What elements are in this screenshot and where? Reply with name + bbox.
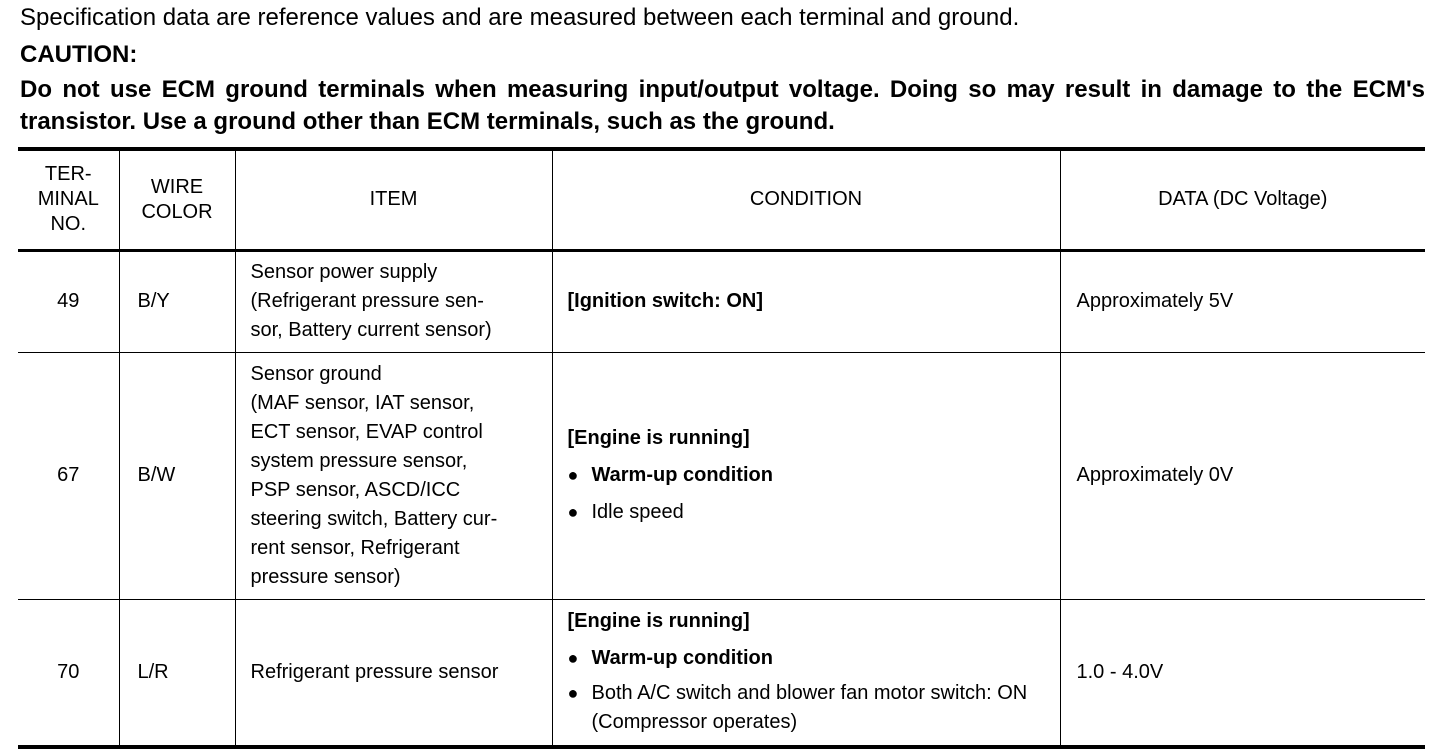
header-terminal-no	[18, 149, 119, 250]
wire-color-cell: L/R	[119, 599, 235, 747]
header-item: ITEM	[235, 149, 552, 250]
item-line: (Refrigerant pressure sen-	[250, 290, 484, 312]
item-line: rent sensor, Refrigerant	[250, 536, 460, 559]
terminal-no-cell: 70	[18, 599, 119, 747]
data-cell: 1.0 - 4.0V	[1060, 599, 1425, 747]
condition-heading: [Engine is running]	[567, 427, 750, 449]
header-wire-line: WIRE	[150, 175, 204, 198]
condition-bullet	[568, 644, 1054, 673]
item-line: (MAF sensor, IAT sensor,	[250, 391, 475, 414]
table-row	[18, 352, 1425, 599]
item-line: sor, Battery current sensor)	[250, 319, 492, 341]
item-line: PSP sensor, ASCD/ICC	[250, 478, 461, 501]
caution-text: Do not use ECM ground terminals when measuring input/output voltage. Doing so may result in damage to the ECM's transistor. Use a ground other than ECM terminals, such as the ground.	[20, 76, 1425, 135]
condition-cell	[552, 250, 1060, 352]
bullet-icon: ●	[567, 502, 579, 522]
item-cell	[235, 250, 552, 352]
condition-heading: [Engine is running]	[567, 610, 750, 633]
item-line: system pressure sensor,	[250, 449, 468, 472]
condition-heading: [Ignition switch: ON]	[567, 290, 764, 312]
header-terminal-line: MINAL	[37, 188, 99, 211]
wire-color-cell: B/Y	[119, 250, 235, 352]
condition-cell	[552, 599, 1060, 747]
terminal-no-cell: 67	[18, 352, 119, 599]
wire-color-cell: B/W	[119, 352, 235, 599]
item-line: steering switch, Battery cur-	[250, 507, 498, 530]
item-line: pressure sensor)	[250, 565, 401, 588]
terminal-no-cell: 49	[18, 250, 119, 352]
item-cell	[235, 599, 552, 747]
table-row	[18, 599, 1425, 747]
caution-title: CAUTION:	[20, 41, 138, 68]
bullet-text: Idle speed	[591, 501, 684, 523]
condition-bullet	[568, 679, 1054, 737]
bullet-icon: ●	[567, 683, 579, 704]
intro-text: Specification data are reference values and are measured between each terminal and ground.	[20, 4, 1020, 31]
item-line: ECT sensor, EVAP control	[250, 420, 483, 443]
bullet-text: Both A/C switch and blower fan motor switch: ON (Compressor operates)	[591, 682, 1028, 734]
item-line: Sensor ground	[250, 362, 382, 385]
data-cell: Approximately 5V	[1060, 250, 1425, 352]
header-data: DATA (DC Voltage)	[1060, 149, 1425, 250]
header-terminal-line: TER-	[44, 163, 92, 186]
header-wire-line: COLOR	[141, 200, 213, 223]
bullet-text: Warm-up condition	[591, 647, 773, 670]
condition-bullet	[568, 461, 1054, 490]
header-condition: CONDITION	[552, 149, 1060, 250]
item-cell	[235, 352, 552, 599]
header-terminal-line: NO.	[50, 213, 87, 236]
item-line: Refrigerant pressure sensor	[250, 660, 499, 683]
bullet-icon: ●	[567, 648, 579, 669]
table-row	[18, 250, 1425, 352]
bullet-text: Warm-up condition	[591, 464, 773, 486]
bullet-icon: ●	[567, 465, 579, 485]
header-wire-color	[119, 149, 235, 250]
data-cell: Approximately 0V	[1060, 352, 1425, 599]
terminal-spec-table	[18, 147, 1425, 749]
item-line: Sensor power supply	[250, 261, 438, 283]
condition-bullet	[568, 498, 1054, 527]
table-header-row	[18, 149, 1425, 250]
condition-cell	[552, 352, 1060, 599]
